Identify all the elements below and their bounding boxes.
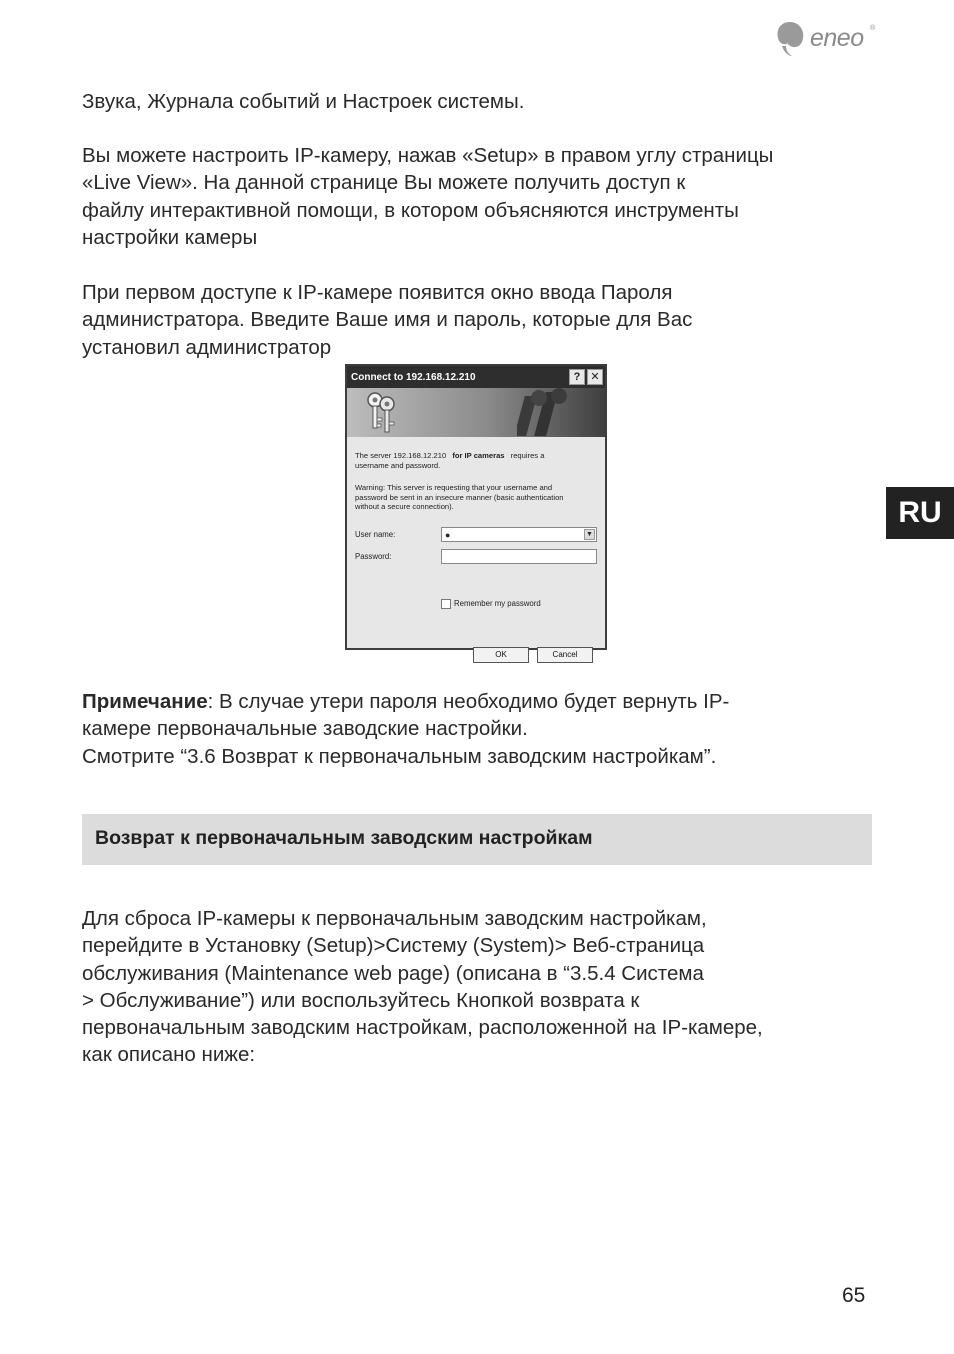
remember-password-checkbox[interactable] (441, 599, 451, 609)
login-dialog (345, 364, 607, 659)
dialog-body (347, 388, 605, 659)
text-line: обслуживания (Maintenance web page) (описана в “3.5.4 Система (82, 961, 704, 985)
dialog-titlebar (347, 366, 605, 388)
server-message (355, 451, 605, 470)
text-line: Warning: This server is requesting that your username and (355, 483, 553, 492)
setup-paragraph (82, 142, 882, 251)
dialog-title: Connect to 192.168.12.210 (351, 372, 476, 383)
close-button[interactable]: ✕ (587, 369, 603, 385)
remember-password-label: Remember my password (454, 599, 541, 608)
text-line: > Обслуживание”) или воспользуйтесь Кнопкой возврата к (82, 988, 640, 1012)
username-field[interactable] (441, 527, 597, 542)
server-realm-text: for IP cameras (452, 451, 505, 460)
dialog-banner (347, 388, 605, 437)
note-text: : В случае утери пароля необходимо будет вернуть IP- (207, 690, 730, 713)
help-button[interactable]: ? (569, 369, 585, 385)
text-line: Звука, Журнала событий и Настроек системы. (82, 90, 525, 113)
text-line: При первом доступе к IP-камере появится окно ввода Пароля (82, 281, 673, 304)
server-requires-text: requires a (510, 451, 545, 460)
text-line: without a secure connection). (355, 502, 454, 512)
text-line: как описано ниже: (82, 1043, 256, 1067)
text-line (82, 688, 882, 715)
text-line: настройки камеры (82, 225, 258, 249)
eneo-logo (774, 18, 884, 60)
text-line: администратора. Введите Ваше имя и пароль, которые для Вас (82, 308, 693, 332)
first-access-paragraph (82, 279, 882, 361)
text-line: Вы можете настроить IP-камеру, нажав «Setup» в правом углу страницы (82, 144, 774, 167)
server-credentials-text: username and password. (355, 460, 441, 470)
page-number: 65 (842, 1284, 866, 1307)
logo-wordmark: eneo (810, 24, 864, 52)
password-label: Password: (355, 552, 392, 561)
note-label: Примечание (82, 690, 208, 713)
chevron-down-icon[interactable]: ▼ (584, 529, 595, 540)
logo-registered-mark: ® (870, 25, 876, 32)
text-line: password be sent in an insecure manner (basic authentication (355, 492, 564, 502)
note-paragraph (82, 688, 882, 770)
user-icon: ● (445, 530, 451, 540)
text-line: Смотрите “3.6 Возврат к первоначальным заводским настройкам”. (82, 744, 717, 768)
text-line: Для сброса IP-камеры к первоначальным заводским настройкам, (82, 907, 707, 930)
section-title: Возврат к первоначальным заводским настройкам (95, 827, 593, 849)
keys-icon (357, 388, 417, 437)
password-field[interactable] (441, 549, 597, 564)
warning-message (355, 483, 605, 512)
text-line: «Live View». На данной странице Вы можете получить доступ к (82, 171, 686, 195)
server-address-text: The server 192.168.12.210 (355, 451, 447, 460)
text-line: файлу интерактивной помощи, в котором объясняются инструменты (82, 198, 739, 222)
username-label: User name: (355, 530, 396, 539)
intro-paragraph (82, 88, 882, 115)
language-tab-ru: RU (886, 487, 954, 539)
keys-shadow-icon (517, 388, 587, 437)
text-line: первоначальным заводским настройкам, расположенной на IP-камере, (82, 1016, 763, 1040)
eneo-swirl-icon (774, 20, 806, 58)
section-header (82, 814, 872, 865)
cancel-button[interactable]: Cancel (537, 647, 593, 663)
text-line: перейдите в Установку (Setup)>Систему (System)> Веб-страница (82, 934, 705, 958)
ok-button[interactable]: OK (473, 647, 529, 663)
text-line: камере первоначальные заводские настройки. (82, 717, 528, 741)
text-line: установил администратор (82, 335, 332, 359)
reset-paragraph (82, 905, 882, 1069)
